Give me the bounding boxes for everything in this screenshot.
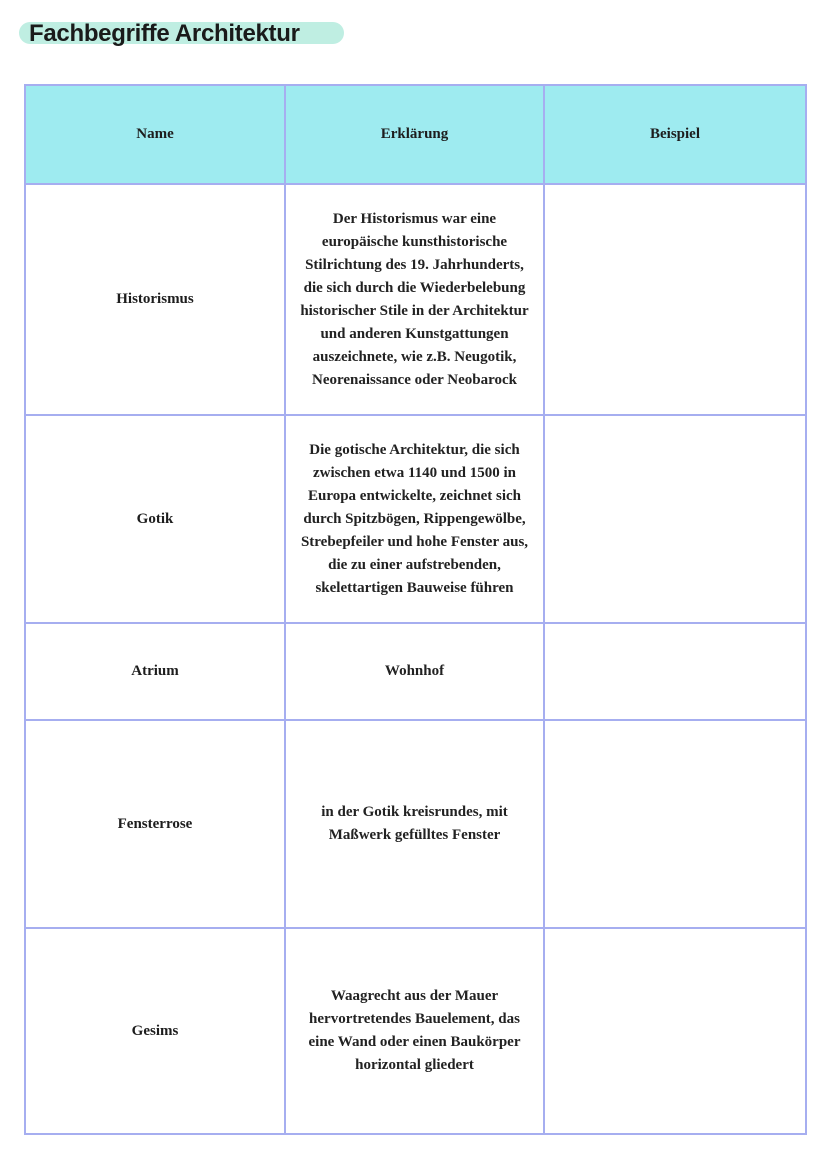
term-name: Fensterrose (25, 720, 285, 928)
example-cell (544, 415, 806, 623)
header-example: Beispiel (544, 85, 806, 184)
table-header-row (25, 85, 806, 184)
example-cell-empty (544, 623, 806, 720)
table-row (25, 415, 806, 623)
term-description: Die gotische Architektur, die sich zwischen etwa 1140 und 1500 in Europa entwickelte, zeichnet sich durch Spitzbögen, Rippengewölbe, Strebepfeiler und hohe Fenster aus, die zu einer aufstrebenden, skelettartigen Bauweise führen (285, 415, 544, 623)
table-row (25, 720, 806, 928)
table-row (25, 928, 806, 1134)
example-cell (544, 184, 806, 415)
example-cell (544, 720, 806, 928)
header-name: Name (25, 85, 285, 184)
table-row (25, 623, 806, 720)
term-name: Gesims (25, 928, 285, 1134)
term-description: Waagrecht aus der Mauer hervortretendes Bauelement, das eine Wand oder einen Baukörper horizontal gliedert (285, 928, 544, 1134)
term-name: Atrium (25, 623, 285, 720)
example-cell (544, 928, 806, 1134)
terms-table (24, 84, 807, 1135)
term-description: Wohnhof (285, 623, 544, 720)
header-explanation: Erklärung (285, 85, 544, 184)
table-row (25, 184, 806, 415)
term-description: Der Historismus war eine europäische kunsthistorische Stilrichtung des 19. Jahrhunderts, die sich durch die Wiederbelebung historischer Stile in der Architektur und anderen Kunstgattungen auszeichnete, wie z.B. Neugotik, Neorenaissance oder Neobarock (285, 184, 544, 415)
term-description: in der Gotik kreisrundes, mit Maßwerk gefülltes Fenster (285, 720, 544, 928)
page-title: Fachbegriffe Architektur (29, 20, 300, 47)
term-name: Historismus (25, 184, 285, 415)
term-name: Gotik (25, 415, 285, 623)
